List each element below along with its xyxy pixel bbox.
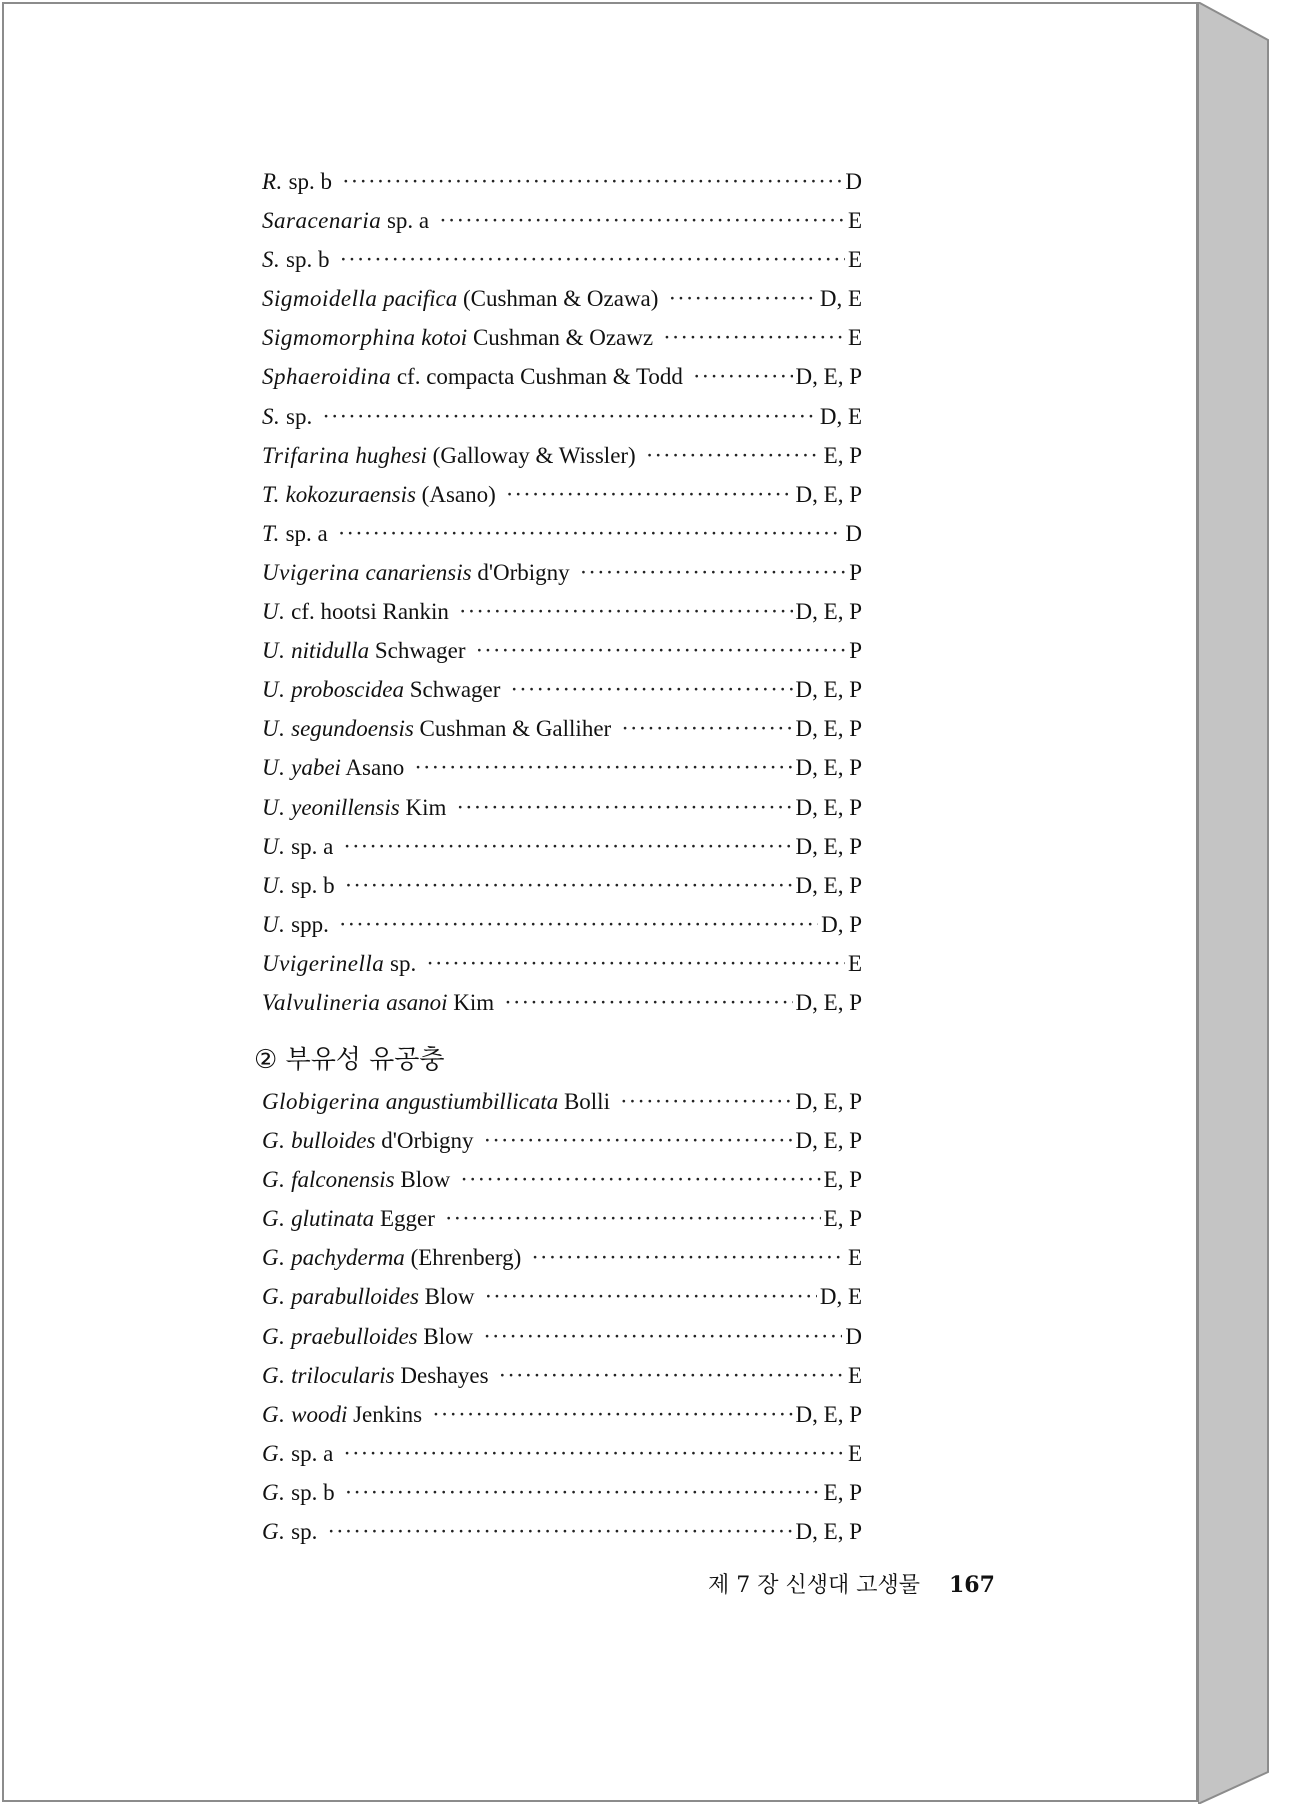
species-epithet: yeonillensis xyxy=(291,794,400,820)
taxon-name xyxy=(262,1434,333,1473)
genus-name: U. xyxy=(262,872,286,898)
taxon-name xyxy=(262,709,611,748)
author-citation: Kim xyxy=(453,989,495,1015)
occurrence-codes: D xyxy=(845,1323,862,1349)
taxon-name xyxy=(262,357,683,396)
taxon-name xyxy=(262,1317,473,1356)
taxon-name xyxy=(262,1473,335,1512)
author-citation: Schwager xyxy=(409,677,501,703)
species-epithet: segundoensis xyxy=(291,716,414,742)
taxon-name xyxy=(262,279,658,318)
genus-name: G. xyxy=(262,1323,286,1349)
taxon-name xyxy=(262,670,500,709)
taxon-name xyxy=(262,1199,435,1238)
genus-name: U. xyxy=(262,833,286,859)
species-entry xyxy=(262,240,862,279)
occurrence-codes: E, P xyxy=(823,1206,862,1232)
species-entry xyxy=(262,944,862,983)
occurrence-codes: D xyxy=(845,169,862,194)
species-entry xyxy=(262,709,862,748)
species-epithet: trilocularis xyxy=(291,1362,395,1388)
taxon-name xyxy=(262,397,312,436)
author-citation: Bolli xyxy=(563,1089,610,1114)
species-epithet: nitidulla xyxy=(291,638,370,664)
genus-name: U. xyxy=(262,677,286,703)
dot-leader xyxy=(339,905,818,944)
author-citation: Jenkins xyxy=(353,1401,423,1427)
dot-leader xyxy=(621,709,792,748)
genus-name: G. xyxy=(262,1245,286,1271)
dot-leader xyxy=(646,436,821,475)
species-entry xyxy=(262,279,862,318)
author-citation: Asano xyxy=(345,755,405,781)
species-entry xyxy=(262,1199,862,1238)
occurrence-codes: E xyxy=(847,1245,862,1271)
dot-leader xyxy=(414,748,792,787)
dot-leader xyxy=(342,162,842,201)
genus-name: Uvigerinella xyxy=(262,950,385,976)
species-entry xyxy=(262,201,862,240)
genus-name: U. xyxy=(262,794,286,820)
author-citation: sp. b xyxy=(288,169,333,194)
genus-name: S. xyxy=(262,403,281,429)
dot-leader xyxy=(456,788,792,827)
author-citation: cf. compacta Cushman & Todd xyxy=(396,364,683,390)
genus-name: G. xyxy=(262,1479,286,1505)
occurrence-codes: D, E xyxy=(819,403,862,429)
author-citation: sp. xyxy=(291,1519,318,1545)
genus-name: Trifarina xyxy=(262,442,350,468)
species-entry xyxy=(262,1317,862,1356)
species-entry xyxy=(262,1473,862,1512)
author-citation: sp. xyxy=(286,403,313,429)
dot-leader xyxy=(510,670,792,709)
author-citation: sp. xyxy=(390,950,417,976)
species-epithet: angustiumbillicata xyxy=(385,1089,559,1114)
species-epithet: pachyderma xyxy=(291,1245,405,1271)
species-epithet: falconensis xyxy=(291,1167,395,1193)
author-citation: Kim xyxy=(405,794,447,820)
book-spine xyxy=(1198,2,1199,1804)
species-epithet: kokozuraensis xyxy=(285,481,416,507)
species-entry xyxy=(262,1512,862,1551)
species-entry xyxy=(262,905,862,944)
genus-name: G. xyxy=(262,1440,286,1466)
taxon-name xyxy=(262,1277,475,1316)
taxon-name xyxy=(262,827,333,866)
author-citation: (Asano) xyxy=(421,481,496,507)
genus-name: T. xyxy=(262,520,280,546)
taxon-name xyxy=(262,1082,610,1121)
species-entry xyxy=(262,866,862,905)
species-entry xyxy=(262,1121,862,1160)
taxon-name xyxy=(262,1356,489,1395)
species-epithet: hughesi xyxy=(355,442,427,468)
dot-leader xyxy=(322,397,817,436)
occurrence-codes: E xyxy=(847,325,862,351)
occurrence-codes: D, E, P xyxy=(795,716,862,742)
taxon-name xyxy=(262,631,466,670)
species-epithet: pacifica xyxy=(383,286,458,312)
planktonic-species-list xyxy=(262,1082,862,1551)
taxon-name xyxy=(262,1512,317,1551)
species-epithet: praebulloides xyxy=(291,1323,418,1349)
author-citation: d'Orbigny xyxy=(477,559,570,585)
dot-leader xyxy=(338,514,843,553)
genus-name: U. xyxy=(262,599,286,625)
author-citation: Blow xyxy=(424,1284,475,1310)
species-entry xyxy=(262,631,862,670)
page-footer xyxy=(708,1570,995,1601)
genus-name: Sigmoidella xyxy=(262,286,378,312)
dot-leader xyxy=(506,475,793,514)
species-entry xyxy=(262,514,862,553)
dot-leader xyxy=(499,1356,845,1395)
taxon-name xyxy=(262,592,449,631)
dot-leader xyxy=(531,1238,845,1277)
dot-leader xyxy=(663,318,845,357)
species-epithet: glutinata xyxy=(291,1206,375,1232)
species-entry xyxy=(262,436,862,475)
genus-name: Valvulineria xyxy=(262,989,381,1015)
occurrence-codes: E xyxy=(847,247,862,273)
occurrence-codes: D, E, P xyxy=(795,364,862,390)
dot-leader xyxy=(426,944,845,983)
author-citation: Deshayes xyxy=(400,1362,489,1388)
genus-name: U. xyxy=(262,638,286,664)
author-citation: sp. a xyxy=(386,208,430,234)
dot-leader xyxy=(483,1317,842,1356)
taxon-name xyxy=(262,748,404,787)
dot-leader xyxy=(345,866,793,905)
occurrence-codes: D, E, P xyxy=(795,755,862,781)
taxon-name xyxy=(262,514,328,553)
genus-name: Sigmomorphina xyxy=(262,325,416,351)
species-entry xyxy=(262,357,862,396)
dot-leader xyxy=(339,240,844,279)
species-entry xyxy=(262,1277,862,1316)
author-citation: Egger xyxy=(379,1206,435,1232)
species-entry xyxy=(262,553,862,592)
species-epithet: parabulloides xyxy=(291,1284,419,1310)
taxon-name xyxy=(262,983,494,1022)
species-epithet: kotoi xyxy=(421,325,468,351)
species-entry xyxy=(262,1395,862,1434)
species-epithet: proboscidea xyxy=(291,677,404,703)
occurrence-codes: D xyxy=(845,520,862,546)
occurrence-codes: D, E, P xyxy=(795,1128,862,1154)
author-citation: (Cushman & Ozawa) xyxy=(462,286,659,312)
author-citation: d'Orbigny xyxy=(381,1128,474,1154)
author-citation: Blow xyxy=(423,1323,474,1349)
occurrence-codes: E xyxy=(847,950,862,976)
genus-name: G. xyxy=(262,1128,286,1154)
dot-leader xyxy=(327,1512,792,1551)
taxon-name xyxy=(262,162,332,201)
genus-name: G. xyxy=(262,1167,286,1193)
occurrence-codes: D, E, P xyxy=(795,794,862,820)
genus-name: R. xyxy=(262,169,283,194)
species-entry xyxy=(262,1434,862,1473)
occurrence-codes: D, P xyxy=(821,911,862,937)
occurrence-codes: D, E, P xyxy=(795,481,862,507)
dot-leader xyxy=(504,983,792,1022)
author-citation: Schwager xyxy=(374,638,466,664)
species-entry xyxy=(262,162,862,201)
occurrence-codes: E, P xyxy=(823,442,862,468)
dot-leader xyxy=(620,1082,793,1121)
author-citation: Cushman & Galliher xyxy=(419,716,612,742)
taxon-name xyxy=(262,436,636,475)
occurrence-codes: D, E, P xyxy=(795,1519,862,1545)
genus-name: S. xyxy=(262,247,281,273)
species-entry xyxy=(262,592,862,631)
author-citation: spp. xyxy=(291,911,329,937)
species-entry xyxy=(262,1160,862,1199)
genus-name: U. xyxy=(262,755,286,781)
author-citation: sp. a xyxy=(291,833,334,859)
occurrence-codes: D, E, P xyxy=(795,872,862,898)
author-citation: sp. b xyxy=(286,247,330,273)
dot-leader xyxy=(439,201,845,240)
species-entry xyxy=(262,983,862,1022)
occurrence-codes: D, E xyxy=(819,286,862,312)
dot-leader xyxy=(445,1199,821,1238)
occurrence-codes: D, E xyxy=(819,1284,862,1310)
genus-name: G. xyxy=(262,1284,286,1310)
dot-leader xyxy=(693,357,793,396)
taxon-name xyxy=(262,944,416,983)
dot-leader xyxy=(343,827,792,866)
occurrence-codes: E, P xyxy=(823,1167,862,1193)
taxon-name xyxy=(262,201,429,240)
genus-name: U. xyxy=(262,911,286,937)
occurrence-codes: P xyxy=(849,638,862,664)
species-entry xyxy=(262,1238,862,1277)
author-citation: Blow xyxy=(400,1167,451,1193)
book-page xyxy=(2,2,1198,1802)
genus-name: Uvigerina xyxy=(262,559,360,585)
species-epithet: yabei xyxy=(291,755,341,781)
taxon-name xyxy=(262,1160,450,1199)
species-entry xyxy=(262,827,862,866)
occurrence-codes: E xyxy=(847,208,862,234)
genus-name: Sphaeroidina xyxy=(262,364,392,390)
genus-name: U. xyxy=(262,716,286,742)
occurrence-codes: E xyxy=(847,1440,862,1466)
dot-leader xyxy=(484,1121,793,1160)
chapter-title: 제 7 장 신생대 고생물 xyxy=(708,1573,920,1598)
author-citation: sp. a xyxy=(285,520,328,546)
dot-leader xyxy=(485,1277,817,1316)
species-epithet: bulloides xyxy=(291,1128,376,1154)
taxon-name xyxy=(262,905,329,944)
species-entry xyxy=(262,1356,862,1395)
dot-leader xyxy=(460,1160,820,1199)
author-citation: (Ehrenberg) xyxy=(410,1245,522,1271)
genus-name: G. xyxy=(262,1362,286,1388)
occurrence-codes: D, E, P xyxy=(795,989,862,1015)
author-citation: Cushman & Ozawz xyxy=(472,325,654,351)
species-entry xyxy=(262,318,862,357)
occurrence-codes: P xyxy=(849,559,862,585)
species-epithet: woodi xyxy=(291,1401,348,1427)
occurrence-codes: E, P xyxy=(823,1479,862,1505)
dot-leader xyxy=(580,553,847,592)
species-entry xyxy=(262,475,862,514)
dot-leader xyxy=(343,1434,845,1473)
occurrence-codes: D, E, P xyxy=(795,599,862,625)
occurrence-codes: D, E, P xyxy=(795,677,862,703)
section-heading: ② 부유성 유공충 xyxy=(254,1045,445,1075)
taxon-name xyxy=(262,1395,422,1434)
benthic-species-list xyxy=(262,162,862,1022)
dot-leader xyxy=(432,1395,792,1434)
species-entry xyxy=(262,748,862,787)
occurrence-codes: D, E, P xyxy=(795,1401,862,1427)
taxon-name xyxy=(262,866,335,905)
page-number: 167 xyxy=(949,1572,995,1598)
dot-leader xyxy=(345,1473,821,1512)
dot-leader xyxy=(668,279,816,318)
taxon-name xyxy=(262,318,653,357)
author-citation: sp. b xyxy=(291,1479,335,1505)
taxon-name xyxy=(262,553,570,592)
species-entry xyxy=(262,788,862,827)
genus-name: G. xyxy=(262,1401,286,1427)
author-citation: sp. a xyxy=(291,1440,334,1466)
genus-name: G. xyxy=(262,1519,286,1545)
author-citation: cf. hootsi Rankin xyxy=(291,599,449,625)
genus-name: G. xyxy=(262,1206,286,1232)
taxon-name xyxy=(262,240,329,279)
taxon-name xyxy=(262,1121,474,1160)
genus-name: Globigerina xyxy=(262,1089,380,1114)
genus-name: T. xyxy=(262,481,280,507)
genus-name: Saracenaria xyxy=(262,208,382,234)
taxon-name xyxy=(262,788,446,827)
occurrence-codes: D, E, P xyxy=(795,1089,862,1114)
occurrence-codes: D, E, P xyxy=(795,833,862,859)
taxon-name xyxy=(262,1238,521,1277)
taxon-name xyxy=(262,475,496,514)
author-citation: (Galloway & Wissler) xyxy=(432,442,636,468)
species-entry xyxy=(262,397,862,436)
dot-leader xyxy=(459,592,793,631)
occurrence-codes: E xyxy=(847,1362,862,1388)
dot-leader xyxy=(476,631,847,670)
species-entry xyxy=(262,670,862,709)
species-epithet: asanoi xyxy=(386,989,448,1015)
species-entry xyxy=(262,1082,862,1121)
species-epithet: canariensis xyxy=(365,559,472,585)
author-citation: sp. b xyxy=(291,872,335,898)
